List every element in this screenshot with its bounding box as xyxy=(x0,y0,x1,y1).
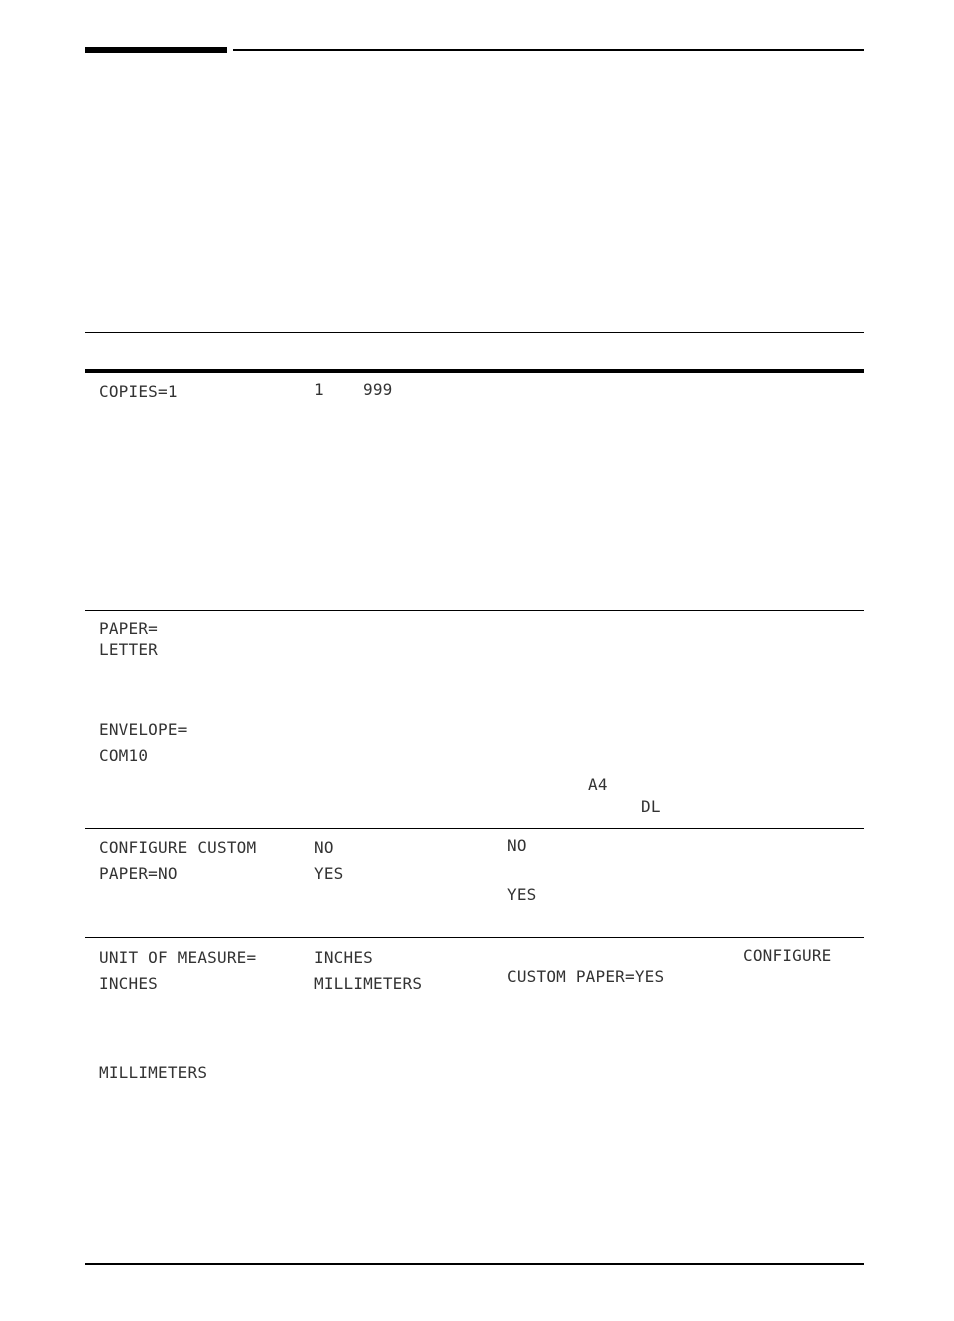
header-thin-rule xyxy=(233,49,864,51)
unit-item-line1: UNIT OF MEASURE= xyxy=(99,948,257,967)
footer-rule xyxy=(85,1263,864,1265)
row-divider xyxy=(85,610,864,611)
custom-paper-item-line2: PAPER=NO xyxy=(99,864,178,883)
custom-paper-desc-yes: YES xyxy=(507,885,537,904)
custom-paper-value-no: NO xyxy=(314,838,334,857)
table-top-rule xyxy=(85,332,864,333)
unit-item-line2: INCHES xyxy=(99,974,158,993)
envelope-item-line1: ENVELOPE= xyxy=(99,720,188,739)
unit-value-inches: INCHES xyxy=(314,948,373,967)
table-header-rule xyxy=(85,369,864,373)
envelope-item-line2: COM10 xyxy=(99,746,149,765)
unit-desc-line1: CONFIGURE xyxy=(743,946,832,965)
row-divider xyxy=(85,937,864,938)
custom-paper-value-yes: YES xyxy=(314,864,344,883)
unit-item-alt: MILLIMETERS xyxy=(99,1063,208,1082)
paper-item-line1: PAPER= xyxy=(99,619,158,638)
custom-paper-desc-no: NO xyxy=(507,836,527,855)
unit-desc-line2: CUSTOM PAPER=YES xyxy=(507,967,665,986)
copies-range-start: 1 xyxy=(314,380,324,399)
copies-item: COPIES=1 xyxy=(99,382,178,401)
paper-note-dl: DL xyxy=(641,797,661,816)
paper-item-line2: LETTER xyxy=(99,640,158,659)
unit-value-millimeters: MILLIMETERS xyxy=(314,974,423,993)
paper-note-a4: A4 xyxy=(588,775,608,794)
header-thick-rule xyxy=(85,47,227,53)
copies-range-end: 999 xyxy=(363,380,393,399)
row-divider xyxy=(85,828,864,829)
custom-paper-item-line1: CONFIGURE CUSTOM xyxy=(99,838,257,857)
